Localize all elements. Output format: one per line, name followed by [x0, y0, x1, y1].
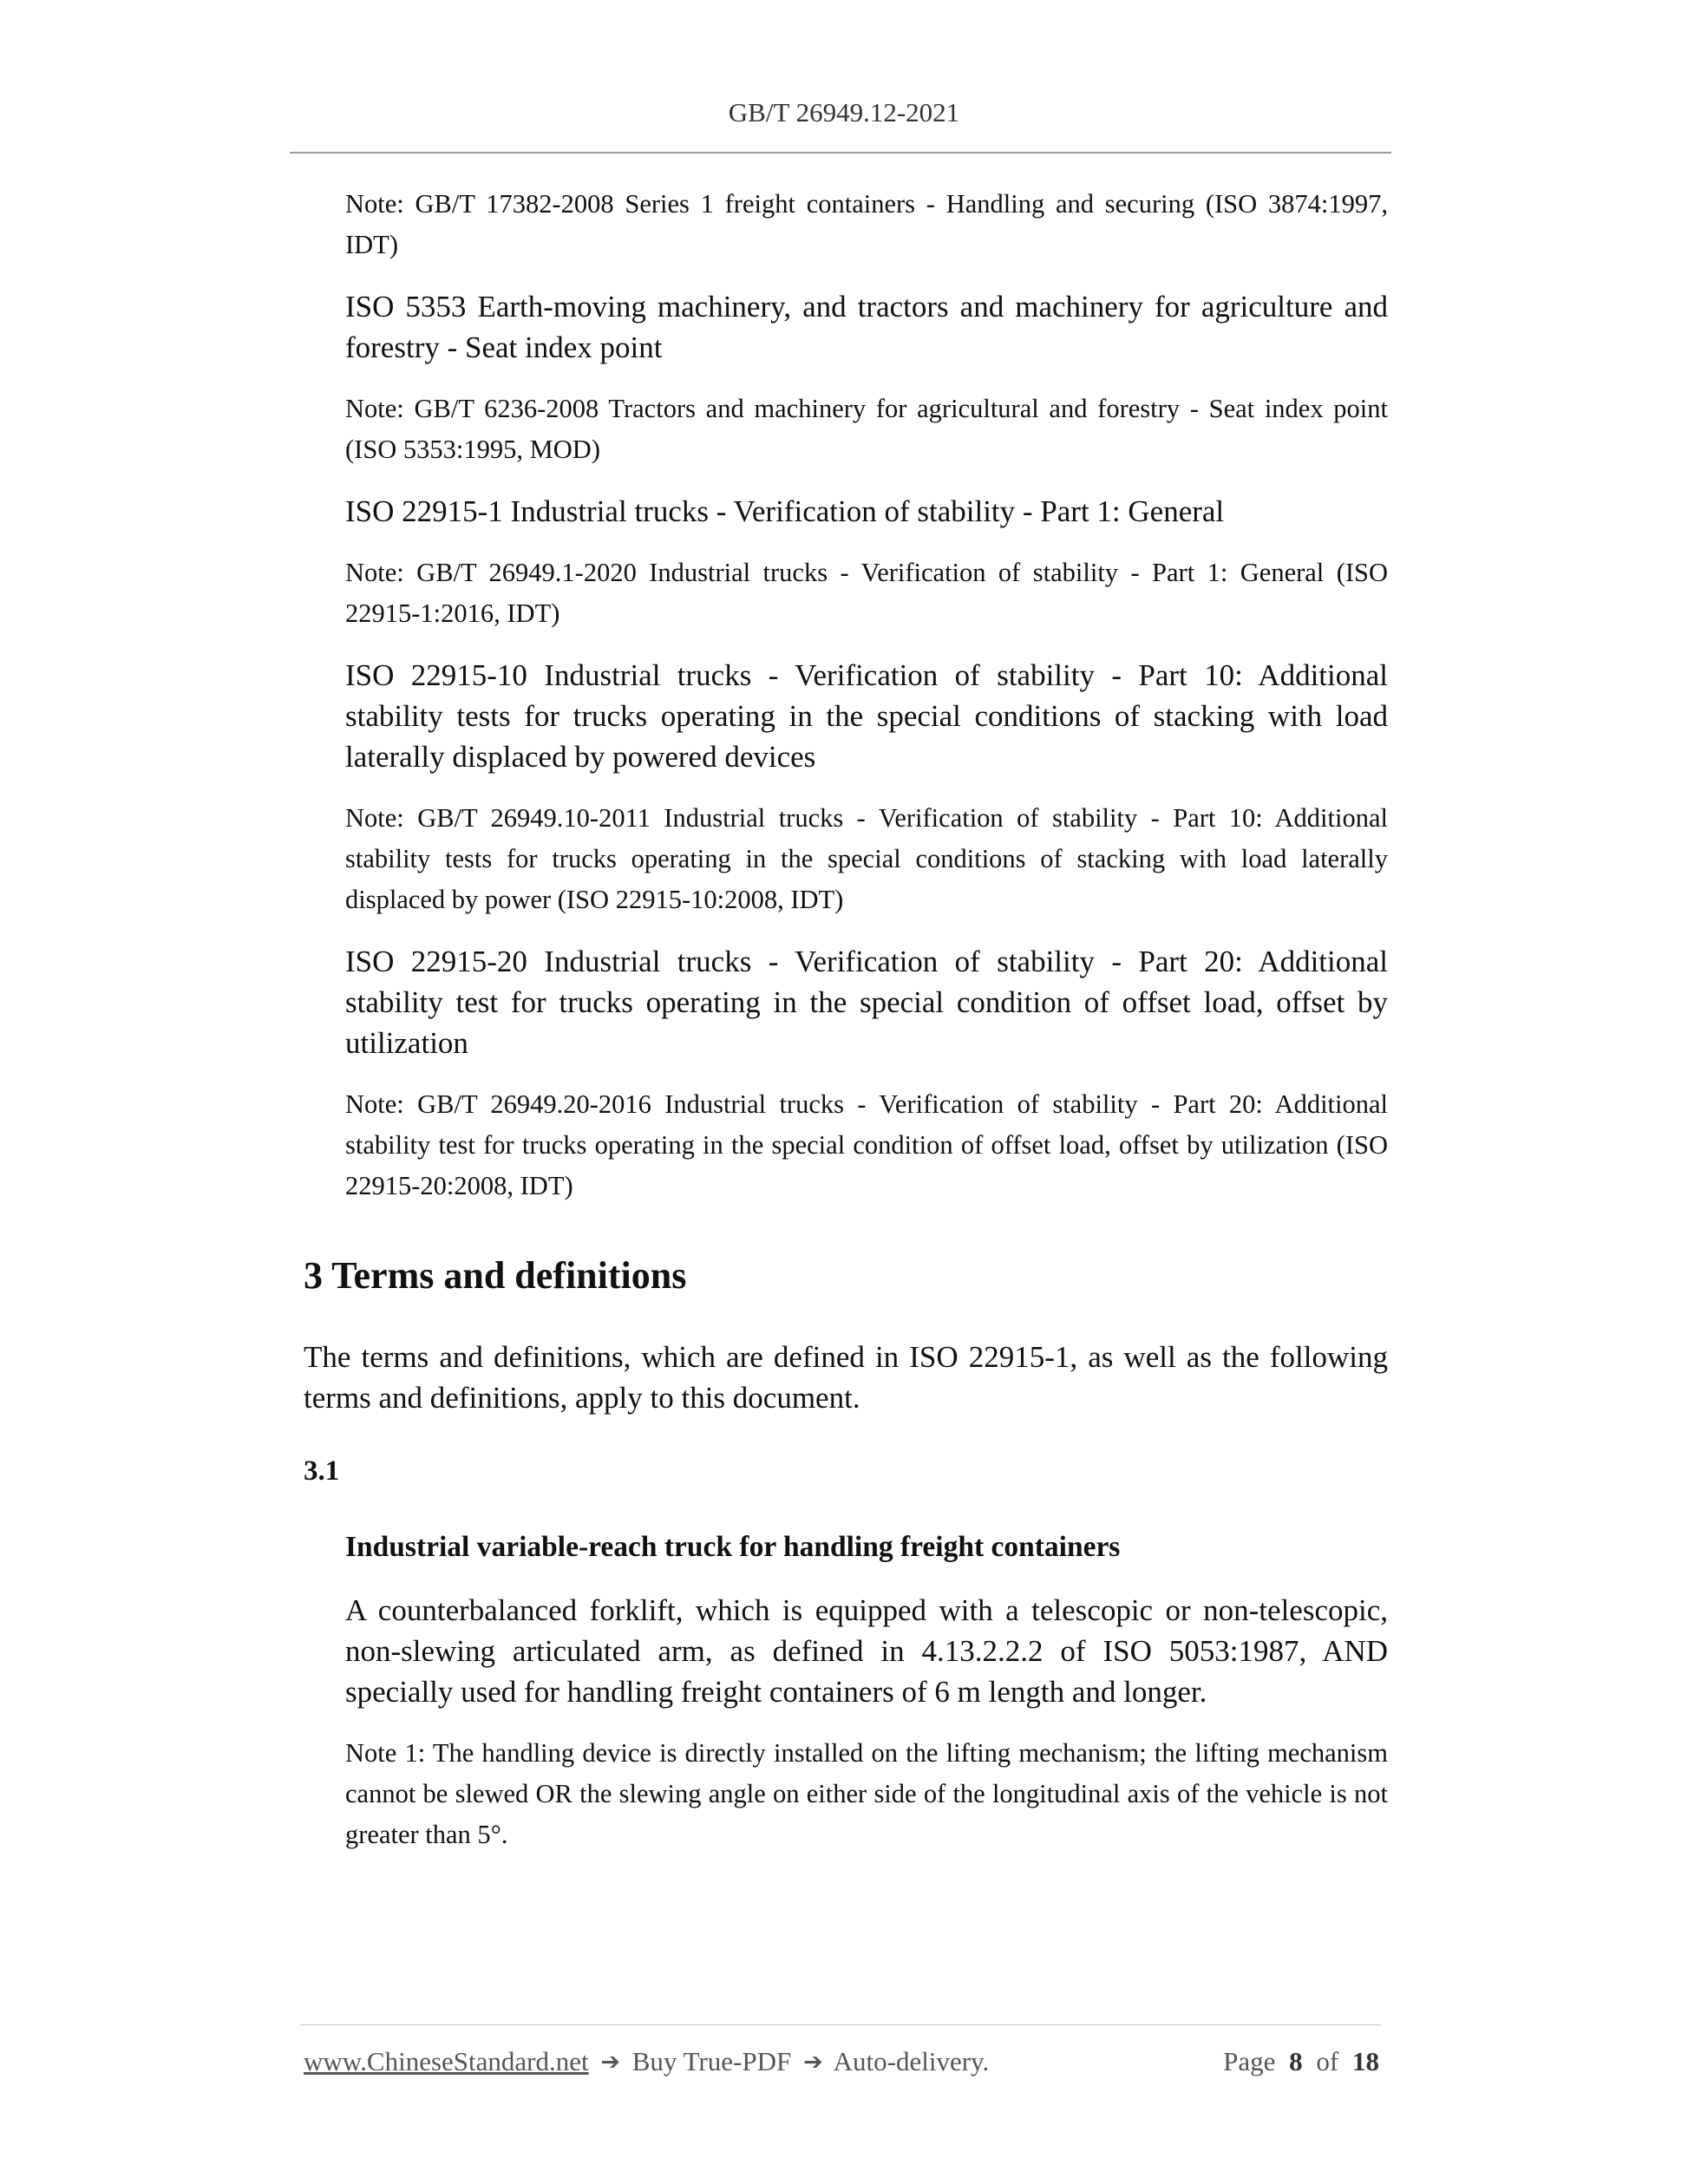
reference-note: Note: GB/T 6236-2008 Tractors and machinery for agricultural and forestry - Seat index point (ISO 5353:1995, MOD) — [345, 394, 1388, 464]
reference-note: Note: GB/T 26949.1-2020 Industrial trucks - Verification of stability - Part 1: General (ISO 22915-1:2016, IDT) — [345, 558, 1388, 628]
footer-promo — [304, 2043, 989, 2083]
term-entry — [304, 1527, 1388, 1855]
arrow-right-icon: ➔ — [600, 2049, 620, 2076]
section-heading: 3 Terms and definitions — [304, 1254, 687, 1297]
header-divider — [290, 152, 1391, 154]
reference-entry: ISO 22915-1 Industrial trucks - Verification of stability - Part 1: General — [345, 494, 1225, 528]
page-content — [304, 184, 1388, 1876]
reference-entry: ISO 22915-10 Industrial trucks - Verification of stability - Part 10: Additional stability tests for trucks operating in the special conditions of stacking with load laterally displaced by powered devices — [345, 658, 1388, 774]
term-definition: A counterbalanced forklift, which is equipped with a telescopic or non-telescopic, non-slewing articulated arm, as defined in 4.13.2.2.2 of ISO 5053:1987, AND specially used for handling freight containers of 6 m length and longer. — [345, 1593, 1388, 1709]
page-number: 8 — [1289, 2046, 1303, 2076]
of-label: of — [1316, 2046, 1339, 2076]
term-note: Note 1: The handling device is directly installed on the lifting mechanism; the lifting mechanism cannot be slewed OR the slewing angle on either side of the longitudinal axis of the vehicle is not greater than 5°. — [345, 1738, 1388, 1849]
auto-delivery-text: Auto-delivery. — [833, 2046, 990, 2076]
arrow-right-icon: ➔ — [802, 2049, 823, 2076]
reference-note: Note: GB/T 26949.20-2016 Industrial trucks - Verification of stability - Part 20: Additional stability test for trucks operating in the special condition of offset load, offset by utilization (ISO 22915-20:2008, IDT) — [345, 1089, 1388, 1200]
normative-references-list — [304, 184, 1388, 1206]
buy-true-pdf-text: Buy True-PDF — [631, 2046, 792, 2076]
page-indicator — [1223, 2043, 1379, 2081]
section-intro: The terms and definitions, which are defined in ISO 22915-1, as well as the following terms and definitions, apply to this document. — [304, 1340, 1388, 1415]
reference-note: Note: GB/T 26949.10-2011 Industrial trucks - Verification of stability - Part 10: Additional stability tests for trucks operating in the special conditions of stacking with load laterally displaced by power (ISO 22915-10:2008, IDT) — [345, 803, 1388, 914]
reference-entry: ISO 5353 Earth-moving machinery, and tractors and machinery for agriculture and forestry - Seat index point — [345, 290, 1388, 364]
reference-entry: ISO 22915-20 Industrial trucks - Verification of stability - Part 20: Additional stability test for trucks operating in the special condition of offset load, offset by utilization — [345, 945, 1388, 1060]
website-link[interactable]: www.ChineseStandard.net — [304, 2046, 589, 2076]
reference-note: Note: GB/T 17382-2008 Series 1 freight containers - Handling and securing (ISO 3874:1997, IDT) — [345, 189, 1388, 259]
term-number: 3.1 — [304, 1455, 340, 1487]
document-header-title: GB/T 26949.12-2021 — [728, 97, 960, 128]
footer-divider — [300, 2024, 1381, 2025]
term-title: Industrial variable-reach truck for handling freight containers — [345, 1531, 1121, 1563]
page-label: Page — [1223, 2046, 1276, 2076]
page-total: 18 — [1352, 2046, 1379, 2076]
